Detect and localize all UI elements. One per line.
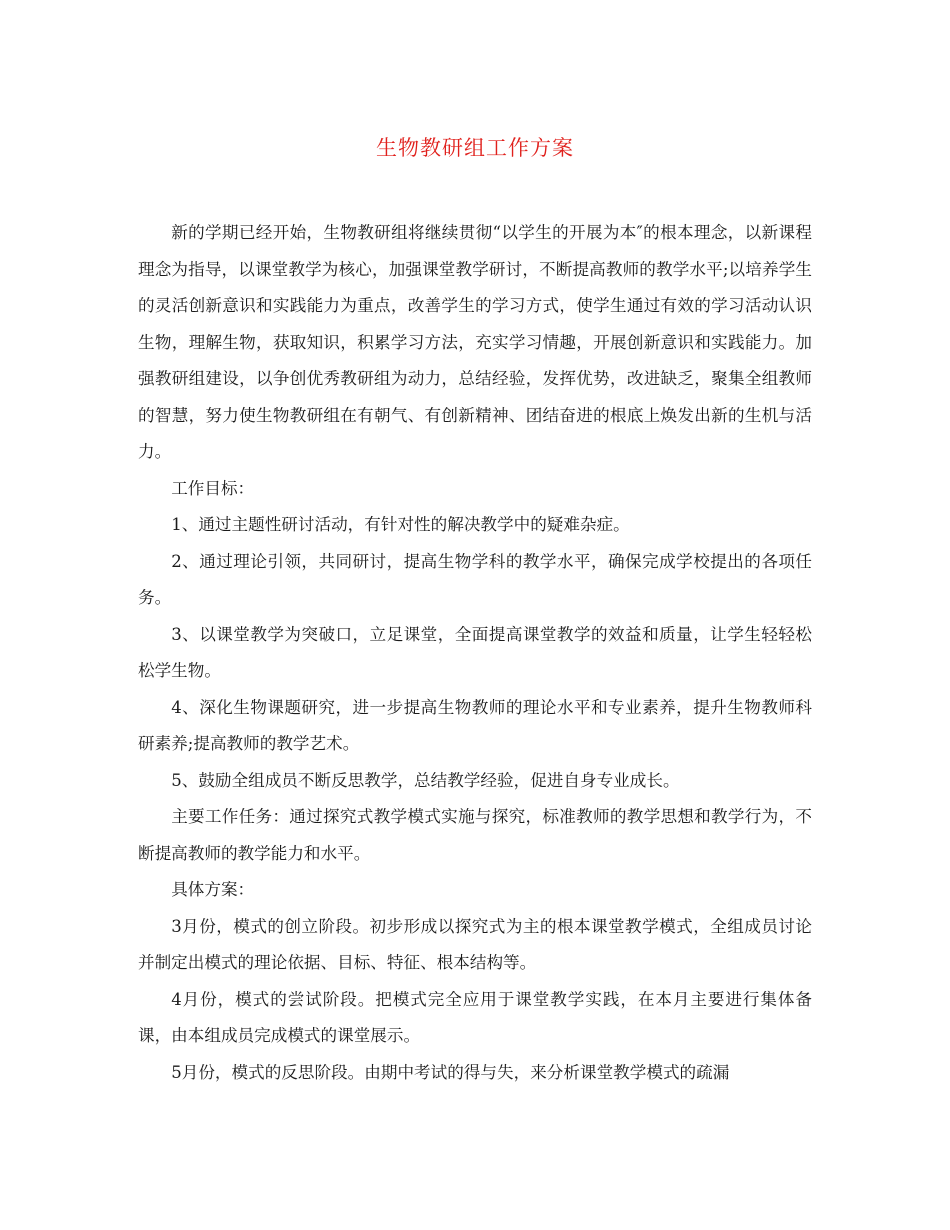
- paragraph-goal-5: 5、鼓励全组成员不断反思教学，总结教学经验，促进自身专业成长。: [171, 770, 680, 790]
- document-body: [138, 215, 812, 1091]
- paragraph-april: 4月份，模式的尝试阶段。把模式完全应用于课堂教学实践，在本月主要进行集体备课，由本组成员完成模式的课堂展示。: [138, 989, 812, 1045]
- paragraph-may: 5月份，模式的反思阶段。由期中考试的得与失，来分析课堂教学模式的疏漏: [171, 1062, 730, 1082]
- paragraph-goal-1: 1、通过主题性研讨活动，有针对性的解决教学中的疑难杂症。: [171, 515, 630, 534]
- paragraph-goals-heading: 工作目标：: [171, 478, 255, 498]
- document-title: 生物教研组工作方案: [376, 136, 574, 160]
- paragraph-goal-4: 4、深化生物课题研究，进一步提高生物教师的理论水平和专业素养，提升生物教师科研素养;提高教师的教学艺术。: [138, 697, 812, 753]
- paragraph-main-tasks: 主要工作任务：通过探究式教学模式实施与探究，标准教师的教学思想和教学行为，不断提高教师的教学能力和水平。: [138, 807, 812, 863]
- paragraph-goal-2: 2、通过理论引领，共同研讨，提高生物学科的教学水平，确保完成学校提出的各项任务。: [138, 551, 812, 607]
- paragraph-plan-heading: 具体方案：: [171, 880, 255, 899]
- paragraph-intro: 新的学期已经开始，生物教研组将继续贯彻“以学生的开展为本″的根本理念，以新课程理念为指导，以课堂教学为核心，加强课堂教学研讨，不断提高教师的教学水平;以培养学生的灵活创新意识和实践能力为重点，改善学生的学习方式，使学生通过有效的学习活动认识生物，理解生物，获取知识，积累学习方法，充实学习情趣，开展创新意识和实践能力。加强教研组建设，以争创优秀教研组为动力，总结经验，发挥优势，改进缺乏，聚集全组教师的智慧，努力使生物教研组在有朝气、有创新精神、团结奋进的根底上焕发出新的生机与活力。: [138, 223, 812, 461]
- paragraph-march: 3月份，模式的创立阶段。初步形成以探究式为主的根本课堂教学模式，全组成员讨论并制定出模式的理论依据、目标、特征、根本结构等。: [138, 916, 812, 972]
- paragraph-goal-3: 3、以课堂教学为突破口，立足课堂，全面提高课堂教学的效益和质量，让学生轻轻松松学生物。: [138, 624, 812, 680]
